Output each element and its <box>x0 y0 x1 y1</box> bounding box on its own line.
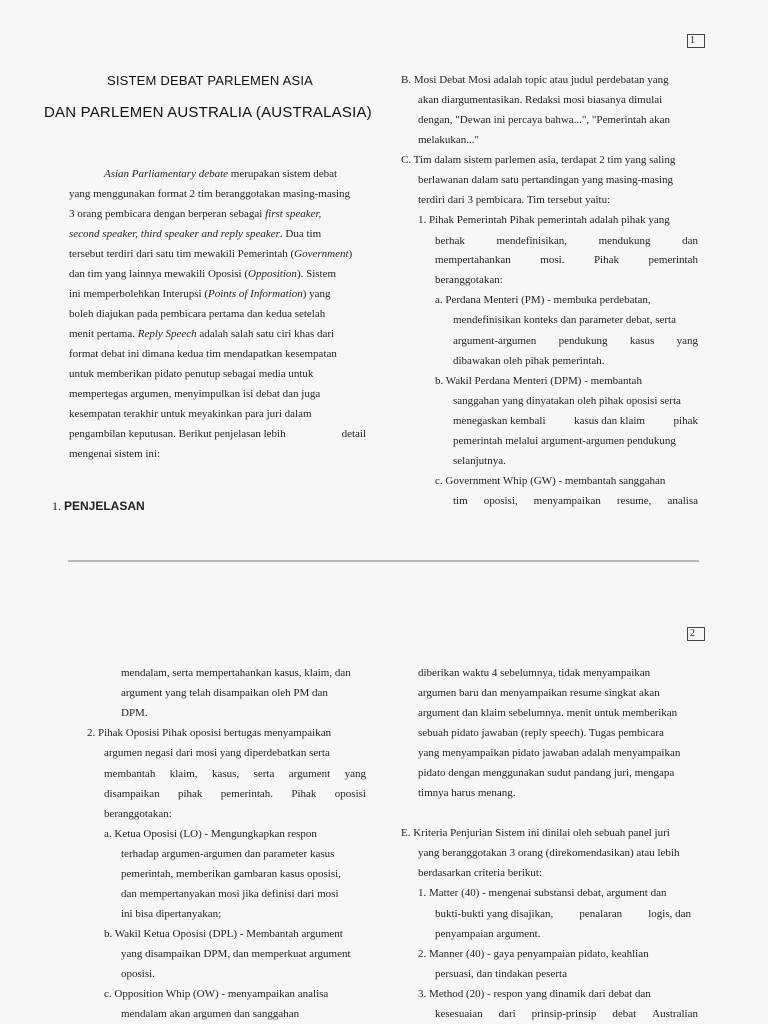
page-number-box: 1 <box>687 34 705 48</box>
list-word: kasus, <box>211 768 240 780</box>
list-word: Australian <box>652 1008 698 1020</box>
list-item: yang beranggotakan 3 orang (direkomendasikan) atau lebih <box>418 847 680 859</box>
list-word: oposisi <box>334 788 366 800</box>
intro-text: Reply Speech <box>137 328 197 340</box>
list-word: logis, dan <box>648 908 691 920</box>
list-word: kesesuaian <box>435 1008 483 1020</box>
intro-text: tersebut terdiri dari satu tim mewakili Pemerintah ( <box>69 248 295 260</box>
intro-text: Asian Parliamentary debate <box>104 168 229 180</box>
list-item: DPM. <box>121 707 148 719</box>
list-word: pemerintah <box>648 254 698 266</box>
list-word: klaim, <box>169 768 198 780</box>
list-item: melakukan..." <box>418 134 479 146</box>
page-number-box: 2 <box>687 627 705 641</box>
list-word: pendukung <box>558 335 608 347</box>
document-page-2 <box>0 565 768 1024</box>
list-word: menegaskan kembali <box>453 415 546 427</box>
intro-text: 3 orang pembicara dengan berperan sebagai <box>69 208 263 220</box>
list-item: 2. Pihak Oposisi Pihak oposisi bertugas menyampaikan <box>87 727 332 739</box>
list-item: akan diargumentasikan. Redaksi mosi biasanya dimulai <box>418 94 663 106</box>
intro-text: Opposition <box>248 268 297 280</box>
intro-text: menit pertama. <box>69 328 135 340</box>
intro-text: . Dua tim <box>279 228 322 240</box>
list-item: argument dan klaim sebelumnya. menit untuk memberikan <box>418 707 678 719</box>
list-item: dibawakan oleh pihak pemerintah. <box>453 355 605 367</box>
list-item: 1. Matter (40) - mengenai substansi debat, argument dan <box>418 887 667 899</box>
intro-text: format debat ini dimana kedua tim mendapatkan kesempatan <box>69 348 337 360</box>
list-word: menyampaikan <box>533 495 601 507</box>
list-word: pihak <box>673 415 698 427</box>
list-item: mendefinisikan konteks dan parameter debat, serta <box>453 314 676 326</box>
intro-text: mengenai sistem ini: <box>69 448 161 460</box>
list-item: yang menyampaikan pidato jawaban adalah menyampaikan <box>418 747 681 759</box>
list-item: b. Wakil Ketua Oposisi (DPL) - Membantah argument <box>104 928 343 940</box>
list-word: mendefinisikan, <box>496 235 568 247</box>
list-word: membantah <box>104 768 156 780</box>
list-word: dan <box>682 235 698 247</box>
list-item: argumen negasi dari mosi yang diperdebatkan serta <box>104 747 330 759</box>
list-item: dan mempertanyakan mosi jika definisi dari mosi <box>121 888 339 900</box>
page-divider <box>68 560 699 562</box>
list-item: mendalam, serta mempertahankan kasus, klaim, dan <box>121 667 351 679</box>
list-item: a. Perdana Menteri (PM) - membuka perdebatan, <box>435 294 651 306</box>
list-item: oposisi. <box>121 968 155 980</box>
list-word: disampaikan <box>104 788 160 800</box>
list-word: prinsip-prinsip <box>531 1008 597 1020</box>
list-item: pidato dengan menggunakan sudut pandang juri, mengapa <box>418 767 675 779</box>
list-item: penyampaian argument. <box>435 928 541 940</box>
list-item: argumen baru dan menyampaikan resume singkat akan <box>418 687 660 699</box>
list-word: berhak <box>435 235 465 247</box>
intro-text: merupakan sistem debat <box>230 168 338 180</box>
intro-text: boleh diajukan pada pembicara pertama dan kedua setelah <box>69 308 326 320</box>
list-item: E. Kriteria Penjurian Sistem ini dinilai oleh sebuah panel juri <box>401 827 670 839</box>
list-item: timnya harus menang. <box>418 787 516 799</box>
list-word: dari <box>498 1008 516 1020</box>
intro-text: mempertegas argumen, menyimpulkan isi debat dan juga <box>69 388 321 400</box>
intro-text: ) <box>348 248 353 260</box>
intro-text: kesempatan terakhir untuk meyakinkan para juri dalam <box>69 408 312 420</box>
list-item: c. Government Whip (GW) - membantah sanggahan <box>435 475 666 487</box>
list-word: mendukung <box>598 235 651 247</box>
intro-text: ) yang <box>302 288 331 300</box>
list-item: b. Wakil Perdana Menteri (DPM) - membantah <box>435 375 642 387</box>
list-word: argument <box>288 768 331 780</box>
list-word: Pihak <box>593 254 619 266</box>
list-item: pemerintah melalui argument-argumen pendukung <box>453 435 676 447</box>
list-item: beranggotakan: <box>104 808 172 820</box>
section-title: PENJELASAN <box>64 499 145 513</box>
list-item: 1. Pihak Pemerintah Pihak pemerintah adalah pihak yang <box>418 214 670 226</box>
list-item: terdiri dari 3 pembicara. Tim tersebut yaitu: <box>418 194 611 206</box>
list-item: persuasi, dan tindakan peserta <box>435 968 567 980</box>
intro-text: ). Sistem <box>296 268 337 280</box>
list-word: bukti-bukti yang disajikan, <box>435 908 554 920</box>
list-item: diberikan waktu 4 sebelumnya, tidak menyampaikan <box>418 667 651 679</box>
section-number: 1. <box>52 499 61 513</box>
list-item: yang disampaikan DPM, dan memperkuat argument <box>121 948 351 960</box>
list-item: terhadap argumen-argumen dan parameter kasus <box>121 848 335 860</box>
list-word: yang <box>344 768 366 780</box>
list-item: B. Mosi Debat Mosi adalah topic atau judul perdebatan yang <box>401 74 669 86</box>
document-title-line-2: DAN PARLEMEN AUSTRALIA (AUSTRALASIA) <box>44 104 372 121</box>
list-word: serta <box>253 768 275 780</box>
intro-text: adalah salah satu ciri khas dari <box>199 328 335 340</box>
list-item: selanjutnya. <box>453 455 506 467</box>
list-item: C. Tim dalam sistem parlemen asia, terdapat 2 tim yang saling <box>401 154 676 166</box>
list-word: mempertahankan <box>435 254 511 266</box>
intro-text: first speaker, <box>265 208 322 220</box>
list-item: berlawanan dalam satu pertandingan yang masing-masing <box>418 174 674 186</box>
list-item: argument yang telah disampaikan oleh PM dan <box>121 687 328 699</box>
list-item: berdasarkan criteria berikut: <box>418 867 542 879</box>
list-item: pemerintah, memberikan gambaran kasus oposisi, <box>121 868 341 880</box>
intro-text: pengambilan keputusan. Berikut penjelasan lebih <box>69 428 286 440</box>
section-heading <box>52 500 145 513</box>
list-item: mendalam akan argumen dan sanggahan <box>121 1008 300 1020</box>
list-item: ini bisa dipertanyakan; <box>121 908 222 920</box>
list-item: c. Opposition Whip (OW) - menyampaikan analisa <box>104 988 329 1000</box>
list-item: a. Ketua Oposisi (LO) - Mengungkapkan respon <box>104 828 317 840</box>
list-word: debat <box>612 1008 637 1020</box>
list-word: argument-argumen <box>453 335 537 347</box>
intro-text: detail <box>341 428 366 440</box>
list-word: yang <box>676 335 698 347</box>
list-word: analisa <box>667 495 698 507</box>
intro-text: yang menggunakan format 2 tim beranggotakan masing-masing <box>69 188 351 200</box>
list-word: tim <box>453 495 468 507</box>
list-word: kasus dan klaim <box>574 415 645 427</box>
list-item: sanggahan yang dinyatakan oleh pihak oposisi serta <box>453 395 681 407</box>
list-item: sebuah pidato jawaban (reply speech). Tugas pembicara <box>418 727 664 739</box>
list-item: 3. Method (20) - respon yang dinamik dari debat dan <box>418 988 651 1000</box>
list-item: 2. Manner (40) - gaya penyampaian pidato, keahlian <box>418 948 649 960</box>
list-word: oposisi, <box>483 495 518 507</box>
intro-text: dan tim yang lainnya mewakili Oposisi ( <box>69 268 249 280</box>
list-item: beranggotakan: <box>435 274 503 286</box>
list-word: kasus <box>629 335 655 347</box>
list-word: penalaran <box>579 908 623 920</box>
intro-text: untuk memberikan pidato penutup sebagai media untuk <box>69 368 314 380</box>
intro-text: Points of Information <box>208 288 303 300</box>
list-word: pemerintah. <box>220 788 274 800</box>
intro-text: ini memperbolehkan Interupsi ( <box>69 288 208 300</box>
list-word: mosi. <box>540 254 565 266</box>
document-title-line-1: SISTEM DEBAT PARLEMEN ASIA <box>106 73 314 88</box>
list-word: Pihak <box>291 788 317 800</box>
list-item: dengan, "Dewan ini percaya bahwa...", "Pemerintah akan <box>418 114 671 126</box>
list-word: resume, <box>616 495 652 507</box>
list-word: pihak <box>177 788 203 800</box>
intro-text: Government <box>294 248 349 260</box>
intro-text: second speaker, third speaker and reply speaker <box>69 228 280 240</box>
